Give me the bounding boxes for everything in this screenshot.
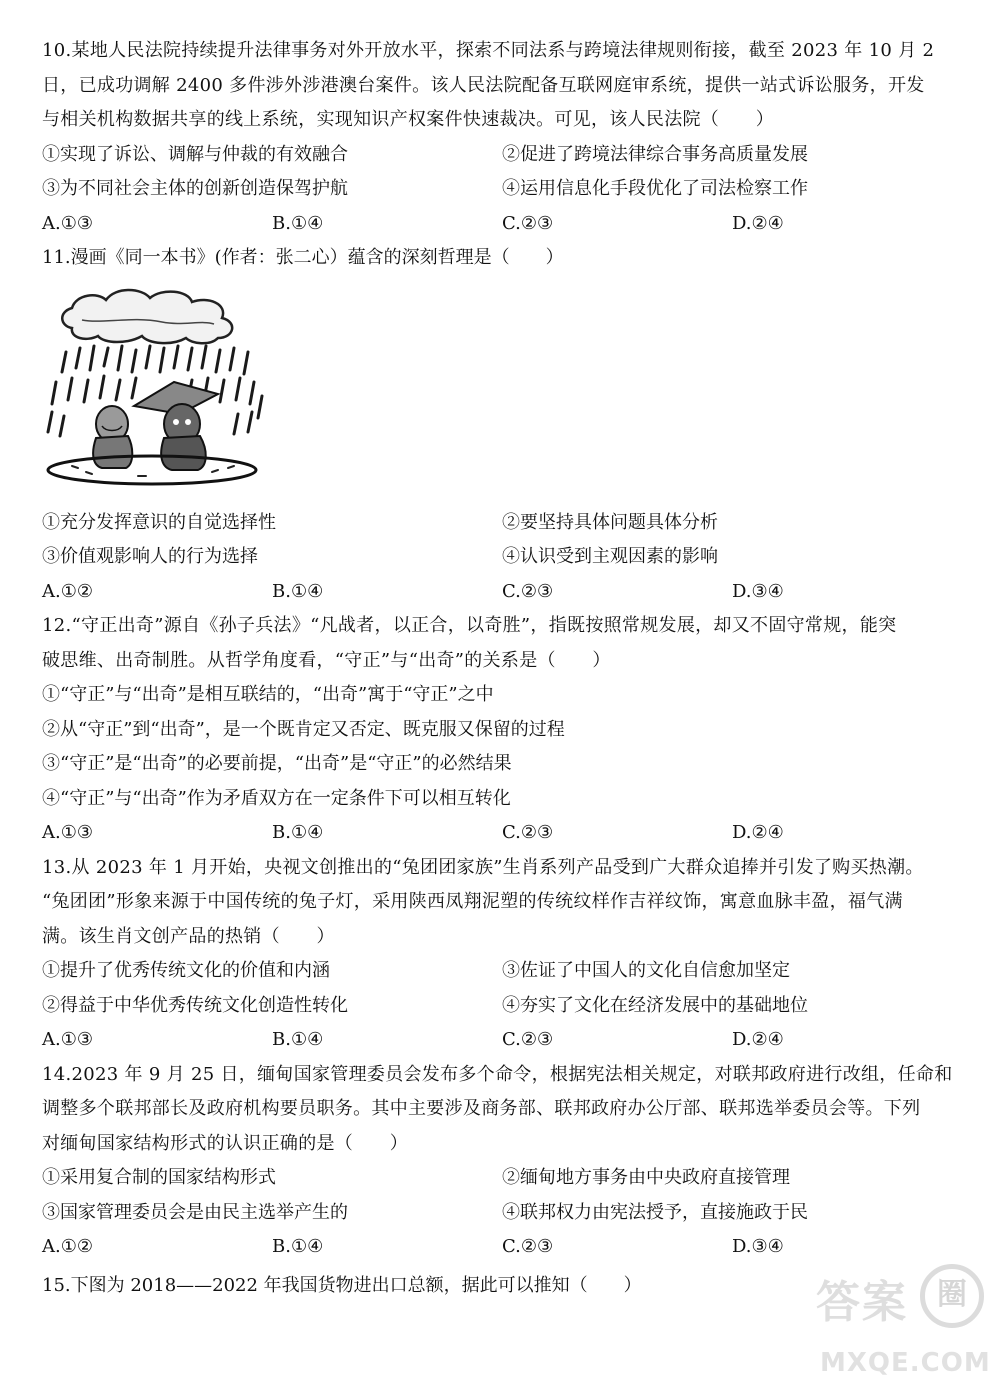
question-13-options-row-2 [42,989,962,1024]
cartoon-rain [48,346,262,436]
question-12-choices [42,816,962,851]
choice-a: A.①③ [42,212,93,234]
cartoon-cloud [62,290,232,343]
question-14-stem-line-1: 14.2023 年 9 月 25 日，缅甸国家管理委员会发布多个命令，根据宪法相关规定，对联邦政府进行改组，任命和 [42,1063,953,1085]
question-11-choices [42,575,962,610]
question-12-option-2: ②从“守正”到“出奇”，是一个既肯定又否定、既克服又保留的过程 [42,718,565,740]
choice-d: D.③④ [732,1236,784,1257]
question-10-choices [42,207,962,242]
question-12-option-1: ①“守正”与“出奇”是相互联结的，“出奇”寓于“守正”之中 [42,684,494,705]
exam-page [42,34,962,1303]
question-10-option-1: ①实现了诉讼、调解与仲裁的有效融合 [42,143,348,165]
cartoon-right-figure [161,404,206,470]
question-13-option-3: ③佐证了中国人的文化自信愈加坚定 [502,960,790,981]
question-14-stem-line-3: 对缅甸国家结构形式的认识正确的是（ ） [42,1132,408,1154]
question-10-option-2: ②促进了跨境法律综合事务高质量发展 [502,143,808,165]
question-11-option-2: ②要坚持具体问题具体分析 [502,511,718,533]
question-12-stem-line-2: 破思维、出奇制胜。从哲学角度看，“守正”与“出奇”的关系是（ ） [42,649,611,671]
choice-d: D.③④ [732,580,784,602]
question-11-option-1: ①充分发挥意识的自觉选择性 [42,511,276,533]
choice-b: B.①④ [272,580,324,602]
question-14-choices [42,1230,962,1265]
question-14-option-1: ①采用复合制的国家结构形式 [42,1167,276,1188]
choice-b: B.①④ [272,1236,324,1257]
question-14-option-4: ④联邦权力由宪法授予，直接施政于民 [502,1201,808,1223]
watermark-text: 答案 [816,1277,908,1328]
choice-a: A.①② [42,580,93,602]
question-10-stem-line-2: 日，已成功调解 2400 多件涉外涉港澳台案件。该人民法院配备互联网庭审系统，提供一站式诉讼服务，开发 [42,74,925,96]
choice-b: B.①④ [272,1029,324,1050]
question-11-option-4: ④认识受到主观因素的影响 [502,546,718,567]
choice-b: B.①④ [272,212,324,234]
watermark-circle-logo: 圈 [920,1264,984,1328]
choice-b: B.①④ [272,822,324,843]
question-12 [42,609,962,851]
choice-d: D.②④ [732,212,784,234]
question-10-option-3: ③为不同社会主体的创新创造保驾护航 [42,178,348,199]
question-13-option-2: ②得益于中华优秀传统文化创造性转化 [42,994,348,1016]
question-14-option-2: ②缅甸地方事务由中央政府直接管理 [502,1167,790,1188]
question-13-choices [42,1023,962,1058]
question-15-stem: 15.下图为 2018——2022 年我国货物进出口总额，据此可以推知（ ） [42,1274,642,1296]
choice-a: A.①③ [42,1029,93,1050]
question-13-stem-line-2: “兔团团”形象来源于中国传统的兔子灯，采用陕西凤翔泥塑的传统纹样作吉祥纹饰，寓意血脉丰盈，福气满 [42,891,903,912]
question-11 [42,241,962,609]
choice-d: D.②④ [732,1029,784,1050]
cartoon-ground [48,456,256,484]
choice-d: D.②④ [732,822,784,843]
choice-c: C.②③ [502,212,554,234]
question-13-options-row-1 [42,954,962,989]
choice-c: C.②③ [502,1236,554,1257]
choice-c: C.②③ [502,580,554,602]
question-13-stem-line-1: 13.从 2023 年 1 月开始，央视文创推出的“兔团团家族”生肖系列产品受到广大群众追捧并引发了购买热潮。 [42,856,924,878]
question-12-stem-line-1: 12.“守正出奇”源自《孙子兵法》“凡战者，以正合，以奇胜”，指既按照常规发展，却又不固守常规，能突 [42,615,897,636]
watermark-url: MXQE.COM [820,1348,991,1378]
choice-c: C.②③ [502,1029,554,1050]
site-watermark [810,1262,991,1382]
question-14-stem-line-2: 调整多个联邦部长及政府机构要员职务。其中主要涉及商务部、联邦政府办公厅部、联邦选举委员会等。下列 [42,1098,921,1119]
question-10-options-row-2 [42,172,962,207]
question-13 [42,851,962,1058]
question-12-option-4: ④“守正”与“出奇”作为矛盾双方在一定条件下可以相互转化 [42,787,511,809]
choice-c: C.②③ [502,822,554,843]
question-11-stem: 11.漫画《同一本书》(作者：张二心）蕴含的深刻哲理是（ ） [42,247,564,268]
question-14-option-3: ③国家管理委员会是由民主选举产生的 [42,1201,348,1223]
question-10-option-4: ④运用信息化手段优化了司法检察工作 [502,178,808,199]
choice-a: A.①③ [42,822,93,843]
question-11-option-3: ③价值观影响人的行为选择 [42,546,258,567]
question-10-stem-line-3: 与相关机构数据共享的线上系统，实现知识产权案件快速裁决。可见，该人民法院（ ） [42,109,774,130]
cartoon-same-book [42,286,272,486]
question-11-options-row-1 [42,506,962,541]
question-10-stem-line-1: 10.某地人民法院持续提升法律事务对外开放水平，探索不同法系与跨境法律规则衔接，截至 2023 年 10 月 2 [42,40,935,61]
question-10-options-row-1 [42,138,962,173]
question-12-option-3: ③“守正”是“出奇”的必要前提，“出奇”是“守正”的必然结果 [42,753,512,774]
question-13-option-4: ④夯实了文化在经济发展中的基础地位 [502,994,808,1016]
question-14-options-row-1 [42,1161,962,1196]
question-11-options-row-2 [42,540,962,575]
question-13-stem-line-3: 满。该生肖文创产品的热销（ ） [42,925,335,947]
question-10 [42,34,962,241]
question-14-options-row-2 [42,1196,962,1231]
question-14 [42,1058,962,1265]
question-13-option-1: ①提升了优秀传统文化的价值和内涵 [42,960,330,981]
choice-a: A.①② [42,1236,93,1257]
